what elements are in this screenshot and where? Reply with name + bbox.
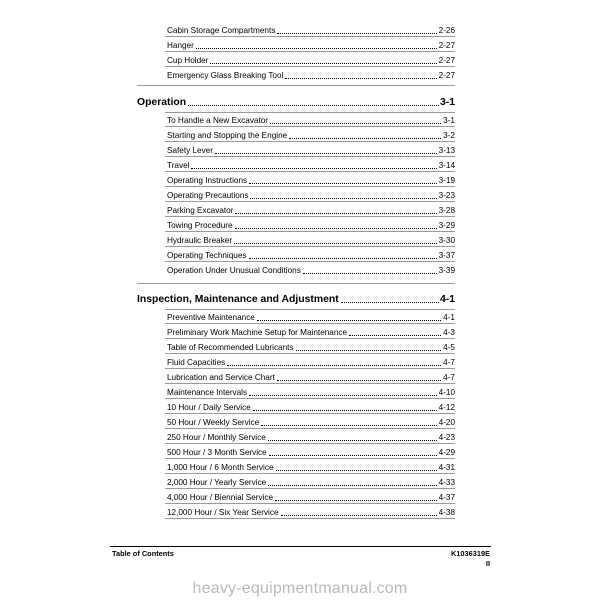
divider bbox=[165, 383, 455, 384]
dot-leader bbox=[268, 440, 437, 441]
toc-entry-title: 4,000 Hour / Biennial Service bbox=[167, 493, 274, 502]
section-divider bbox=[137, 85, 455, 86]
dot-leader bbox=[268, 485, 436, 486]
toc-entry-page: 3-37 bbox=[438, 251, 455, 260]
divider bbox=[165, 216, 455, 217]
toc-entry-page: 3-1 bbox=[443, 116, 455, 125]
divider bbox=[165, 518, 455, 519]
toc-entry-title: Hanger bbox=[167, 41, 194, 50]
footer-doc-number: K1036319E bbox=[450, 549, 490, 558]
toc-entry[interactable] bbox=[167, 416, 455, 428]
toc-entry[interactable] bbox=[167, 114, 455, 126]
toc-entry-page: 3-13 bbox=[438, 146, 455, 155]
toc-entry-page: 4-33 bbox=[438, 478, 455, 487]
dot-leader bbox=[235, 213, 436, 214]
toc-entry-title: Travel bbox=[167, 161, 190, 170]
toc-entry-title: Towing Procedure bbox=[167, 221, 233, 230]
toc-entry[interactable] bbox=[167, 24, 455, 36]
divider bbox=[165, 503, 455, 504]
dot-leader bbox=[341, 302, 439, 303]
dot-leader bbox=[235, 228, 437, 229]
dot-leader bbox=[196, 48, 437, 49]
toc-entry[interactable] bbox=[167, 129, 455, 141]
divider bbox=[165, 36, 455, 37]
divider bbox=[165, 112, 455, 113]
toc-entry[interactable] bbox=[167, 371, 455, 383]
toc-entry-title: Parking Excavator bbox=[167, 206, 234, 215]
dot-leader bbox=[303, 273, 437, 274]
toc-entry-title: 250 Hour / Monthly Service bbox=[167, 433, 266, 442]
toc-entry-title: Operating Instructions bbox=[167, 176, 248, 185]
toc-section-page: 4-1 bbox=[439, 294, 455, 305]
toc-entry-title: Preventive Maintenance bbox=[167, 313, 255, 322]
toc-entry-page: 2-26 bbox=[438, 26, 455, 35]
dot-leader bbox=[261, 425, 436, 426]
toc-entry-page: 3-28 bbox=[438, 206, 455, 215]
toc-entry-title: Cup Holder bbox=[167, 56, 209, 65]
toc-entry-page: 3-19 bbox=[438, 176, 455, 185]
toc-entry-page: 4-29 bbox=[438, 448, 455, 457]
toc-entry-title: Table of Recommended Lubricants bbox=[167, 343, 294, 352]
toc-entry-page: 3-14 bbox=[438, 161, 455, 170]
divider bbox=[165, 246, 455, 247]
toc-entry-title: Fluid Capacities bbox=[167, 358, 226, 367]
toc-entry[interactable] bbox=[167, 356, 455, 368]
toc-entry[interactable] bbox=[167, 431, 455, 443]
footer-page-number: II bbox=[485, 559, 490, 568]
toc-entry-page: 4-3 bbox=[443, 328, 455, 337]
divider bbox=[165, 428, 455, 429]
toc-entry[interactable] bbox=[167, 386, 455, 398]
divider bbox=[165, 51, 455, 52]
dot-leader bbox=[257, 320, 441, 321]
dot-leader bbox=[270, 123, 441, 124]
toc-entry-title: Safety Lever bbox=[167, 146, 213, 155]
divider bbox=[165, 231, 455, 232]
dot-leader bbox=[227, 365, 441, 366]
divider bbox=[165, 488, 455, 489]
toc-entry[interactable] bbox=[167, 234, 455, 246]
toc-entry-page: 3-30 bbox=[438, 236, 455, 245]
divider bbox=[165, 353, 455, 354]
toc-entry[interactable] bbox=[167, 39, 455, 51]
toc-entry-title: Emergency Glass Breaking Tool bbox=[167, 71, 284, 80]
divider bbox=[165, 201, 455, 202]
toc-entry-page: 3-23 bbox=[438, 191, 455, 200]
toc-entry-title: Operation Under Unusual Conditions bbox=[167, 266, 301, 275]
divider bbox=[165, 261, 455, 262]
dot-leader bbox=[269, 455, 437, 456]
dot-leader bbox=[349, 335, 441, 336]
dot-leader bbox=[249, 258, 437, 259]
toc-entry-title: To Handle a New Excavator bbox=[167, 116, 269, 125]
dot-leader bbox=[277, 380, 441, 381]
toc-entry[interactable] bbox=[167, 204, 455, 216]
divider bbox=[165, 141, 455, 142]
toc-entry-page: 3-2 bbox=[443, 131, 455, 140]
toc-entry-title: Starting and Stopping the Engine bbox=[167, 131, 288, 140]
toc-section-inspection[interactable] bbox=[137, 292, 455, 306]
dot-leader bbox=[276, 470, 437, 471]
toc-entry[interactable] bbox=[167, 264, 455, 276]
toc-entry[interactable] bbox=[167, 401, 455, 413]
dot-leader bbox=[281, 515, 437, 516]
divider bbox=[165, 126, 455, 127]
divider bbox=[165, 323, 455, 324]
divider bbox=[165, 458, 455, 459]
toc-entry-title: Operating Techniques bbox=[167, 251, 247, 260]
dot-leader bbox=[277, 33, 436, 34]
divider bbox=[165, 473, 455, 474]
dot-leader bbox=[285, 78, 436, 79]
toc-entry-title: 10 Hour / Daily Service bbox=[167, 403, 251, 412]
divider bbox=[165, 309, 455, 310]
toc-entry-title: Hydraulic Breaker bbox=[167, 236, 233, 245]
toc-entry[interactable] bbox=[167, 219, 455, 231]
footer-section-label: Table of Contents bbox=[112, 549, 174, 558]
toc-entry[interactable] bbox=[167, 491, 455, 503]
toc-entry-page: 4-37 bbox=[438, 493, 455, 502]
toc-entry[interactable] bbox=[167, 249, 455, 261]
toc-entry-page: 4-12 bbox=[438, 403, 455, 412]
toc-entry-page: 4-10 bbox=[438, 388, 455, 397]
toc-entry-page: 2-27 bbox=[438, 71, 455, 80]
dot-leader bbox=[296, 350, 442, 351]
toc-entry-page: 4-7 bbox=[443, 358, 455, 367]
toc-entry-page: 3-39 bbox=[438, 266, 455, 275]
toc-entry-title: Operating Precautions bbox=[167, 191, 249, 200]
divider bbox=[165, 186, 455, 187]
divider bbox=[165, 66, 455, 67]
toc-entry[interactable] bbox=[167, 326, 455, 338]
toc-entry[interactable] bbox=[167, 446, 455, 458]
dot-leader bbox=[191, 168, 436, 169]
toc-entry-page: 4-38 bbox=[438, 508, 455, 517]
toc-section-title: Operation bbox=[137, 97, 187, 108]
divider bbox=[165, 443, 455, 444]
divider bbox=[165, 156, 455, 157]
dot-leader bbox=[188, 105, 439, 106]
dot-leader bbox=[234, 243, 437, 244]
dot-leader bbox=[275, 500, 437, 501]
toc-entry-title: Lubrication and Service Chart bbox=[167, 373, 275, 382]
toc-entry-page: 4-31 bbox=[438, 463, 455, 472]
toc-entry[interactable] bbox=[167, 341, 455, 353]
toc-entry-title: 1,000 Hour / 6 Month Service bbox=[167, 463, 274, 472]
toc-entry[interactable] bbox=[167, 144, 455, 156]
toc-entry-page: 4-20 bbox=[438, 418, 455, 427]
toc-entry-page: 4-1 bbox=[443, 313, 455, 322]
toc-entry-title: Maintenance Intervals bbox=[167, 388, 248, 397]
toc-section-operation[interactable] bbox=[137, 95, 455, 109]
toc-entry-page: 4-7 bbox=[443, 373, 455, 382]
toc-entry-title: 500 Hour / 3 Month Service bbox=[167, 448, 267, 457]
toc-entry-page: 2-27 bbox=[438, 56, 455, 65]
toc-entry-title: 50 Hour / Weekly Service bbox=[167, 418, 260, 427]
toc-entry-page: 4-5 bbox=[443, 343, 455, 352]
toc-entry[interactable] bbox=[167, 461, 455, 473]
divider bbox=[165, 171, 455, 172]
dot-leader bbox=[289, 138, 441, 139]
divider bbox=[165, 338, 455, 339]
toc-entry-page: 2-27 bbox=[438, 41, 455, 50]
toc-entry-title: 12,000 Hour / Six Year Service bbox=[167, 508, 279, 517]
toc-section-page: 3-1 bbox=[439, 97, 455, 108]
dot-leader bbox=[215, 153, 437, 154]
divider bbox=[165, 368, 455, 369]
toc-entry[interactable] bbox=[167, 189, 455, 201]
divider bbox=[165, 398, 455, 399]
toc-entry-title: Cabin Storage Compartments bbox=[167, 26, 276, 35]
toc-entry[interactable] bbox=[167, 476, 455, 488]
dot-leader bbox=[249, 183, 437, 184]
toc-entry[interactable] bbox=[167, 69, 455, 81]
toc-entry-page: 4-23 bbox=[438, 433, 455, 442]
footer-divider bbox=[110, 546, 491, 547]
dot-leader bbox=[249, 395, 437, 396]
toc-entry-title: 2,000 Hour / Yearly Service bbox=[167, 478, 267, 487]
dot-leader bbox=[250, 198, 436, 199]
dot-leader bbox=[253, 410, 437, 411]
toc-entry[interactable] bbox=[167, 159, 455, 171]
divider bbox=[165, 413, 455, 414]
toc-entry[interactable] bbox=[167, 54, 455, 66]
toc-entry-page: 3-29 bbox=[438, 221, 455, 230]
toc-entry[interactable] bbox=[167, 174, 455, 186]
watermark: heavy-equipmentmanual.com bbox=[192, 580, 408, 597]
toc-entry[interactable] bbox=[167, 311, 455, 323]
toc-section-title: Inspection, Maintenance and Adjustment bbox=[137, 294, 339, 305]
dot-leader bbox=[210, 63, 436, 64]
toc-entry[interactable] bbox=[167, 506, 455, 518]
toc-entry-title: Preliminary Work Machine Setup for Maintenance bbox=[167, 328, 348, 337]
section-divider bbox=[137, 283, 455, 284]
